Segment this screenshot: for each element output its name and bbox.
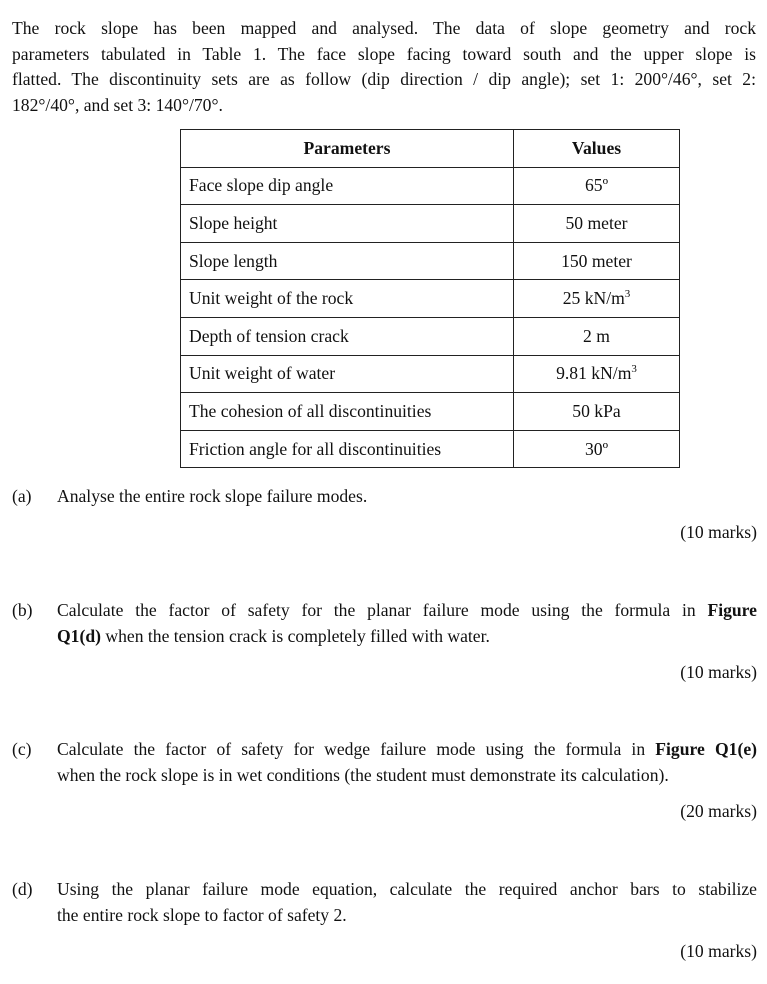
question-c xyxy=(12,737,757,789)
parameter-name: Unit weight of the rock xyxy=(181,280,514,318)
question-label: (c) xyxy=(12,739,32,759)
intro-line-2: parameters tabulated in Table 1. The face slope facing toward south and the upper slope is xyxy=(12,43,756,64)
figure-reference: Figure xyxy=(707,600,757,620)
table-row xyxy=(181,317,680,355)
table-row xyxy=(181,167,680,205)
question-line: when the rock slope is in wet conditions (the student must demonstrate its calculation). xyxy=(57,764,669,785)
question-text xyxy=(57,484,757,510)
question-line-text: when the tension crack is completely filled with water. xyxy=(100,625,490,646)
parameter-value: 50 kPa xyxy=(514,393,680,431)
table-row xyxy=(181,242,680,280)
question-label: (a) xyxy=(12,486,32,506)
parameter-name: The cohesion of all discontinuities xyxy=(181,393,514,431)
parameter-value: 30º xyxy=(514,430,680,468)
table-row xyxy=(181,393,680,431)
parameter-value: 2 m xyxy=(514,317,680,355)
question-line-text: Calculate the factor of safety for the planar failure mode using the formula in xyxy=(57,600,708,620)
parameter-value: 50 meter xyxy=(514,205,680,243)
question-line: Analyse the entire rock slope failure modes. xyxy=(57,486,368,506)
parameters-table xyxy=(180,129,680,468)
parameter-name: Unit weight of water xyxy=(181,355,514,393)
marks-a: (10 marks) xyxy=(680,522,757,542)
parameter-name: Depth of tension crack xyxy=(181,317,514,355)
parameter-value: 65º xyxy=(514,167,680,205)
figure-reference: Figure Q1(e) xyxy=(655,739,757,759)
intro-line-4: 182°/40°, and set 3: 140°/70°. xyxy=(12,94,223,115)
parameter-value xyxy=(514,355,680,393)
intro-line-3: flatted. The discontinuity sets are as follow (dip direction / dip angle); set 1: 200°/46°, set 2: xyxy=(12,69,756,89)
table-header-row xyxy=(181,130,680,168)
question-b xyxy=(12,598,757,650)
question-text xyxy=(57,737,757,788)
question-line xyxy=(57,737,757,763)
question-line xyxy=(57,598,757,624)
question-a xyxy=(12,484,757,510)
value-text: 25 kN/m xyxy=(562,288,625,309)
parameter-name: Slope length xyxy=(181,242,514,280)
question-line: the entire rock slope to factor of safety 2. xyxy=(57,904,347,925)
parameter-name: Face slope dip angle xyxy=(181,167,514,205)
parameter-value: 150 meter xyxy=(514,242,680,280)
question-label: (d) xyxy=(12,879,33,899)
marks-c: (20 marks) xyxy=(680,801,757,821)
values-header: Values xyxy=(514,130,680,168)
question-line: Using the planar failure mode equation, calculate the required anchor bars to stabilize xyxy=(57,879,757,899)
value-text: 9.81 kN/m xyxy=(556,363,632,384)
unit-exponent: 3 xyxy=(624,288,631,301)
intro-line-1: The rock slope has been mapped and analysed. The data of slope geometry and rock xyxy=(12,18,756,38)
parameter-value xyxy=(514,280,680,318)
marks-d: (10 marks) xyxy=(680,941,757,961)
figure-reference: Q1(d) xyxy=(57,625,101,646)
problem-statement xyxy=(12,16,756,118)
marks-b: (10 marks) xyxy=(680,662,757,682)
unit-exponent: 3 xyxy=(631,363,637,376)
question-text xyxy=(57,877,757,928)
question-d xyxy=(12,877,757,929)
table-row xyxy=(181,280,680,318)
parameter-name: Friction angle for all discontinuities xyxy=(181,430,514,468)
question-text xyxy=(57,598,757,649)
parameters-header: Parameters xyxy=(181,130,514,168)
question-line-text: Calculate the factor of safety for wedge failure mode using the formula in xyxy=(57,739,656,759)
table-row xyxy=(181,430,680,468)
table-row xyxy=(181,355,680,393)
table-row xyxy=(181,205,680,243)
question-label: (b) xyxy=(12,600,33,620)
parameter-name: Slope height xyxy=(181,205,514,243)
question-line xyxy=(57,624,757,650)
